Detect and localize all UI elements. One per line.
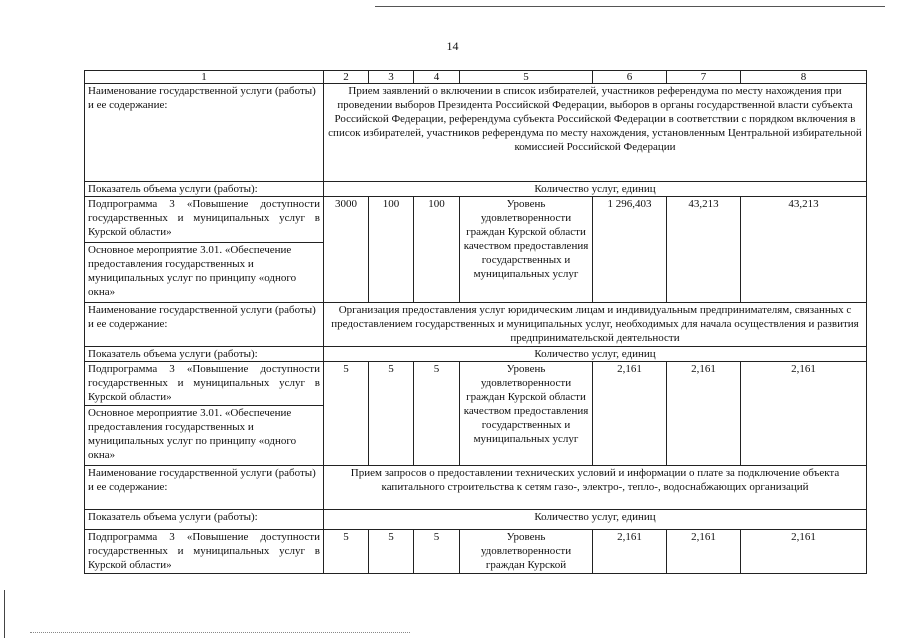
col-number: 1 (85, 71, 324, 84)
subprogram-row (85, 530, 867, 574)
indicator-row (85, 182, 867, 197)
top-rule (375, 6, 885, 7)
amount-cell: 43,213 (667, 197, 741, 303)
value-cell: 5 (369, 362, 414, 466)
indicator-label: Показатель объема услуги (работы): (85, 347, 324, 362)
indicator-value: Количество услуг, единиц (324, 510, 867, 530)
service-name-row (85, 466, 867, 510)
subprogram-name: Подпрограмма 3 «Повышение доступности государственных и муниципальных услуг в Курской области» (85, 362, 324, 406)
value-cell: 5 (324, 362, 369, 466)
col-number: 7 (667, 71, 741, 84)
indicator-row (85, 347, 867, 362)
value-cell: 5 (369, 530, 414, 574)
indicator-value: Количество услуг, единиц (324, 182, 867, 197)
program-table (84, 70, 867, 574)
col-number: 5 (460, 71, 593, 84)
service-description: Прием запросов о предоставлении технических условий и информации о плате за подключение объекта капитального строительства к сетям газо-, электро-, тепло-, водоснабжающих организаций (324, 466, 867, 510)
value-cell: 5 (324, 530, 369, 574)
indicator-value: Количество услуг, единиц (324, 347, 867, 362)
service-description: Организация предоставления услуг юридическим лицам и индивидуальным предпринимателям, связанных с предоставлением государственных и муниципальных услуг, необходимых для начала осуществления и развития предпринимательской деятельности (324, 303, 867, 347)
subprogram-row (85, 362, 867, 406)
amount-cell: 2,161 (741, 530, 867, 574)
scan-edge-left (4, 590, 5, 638)
service-name-label: Наименование государственной услуги (работы) и ее содержание: (85, 84, 324, 182)
column-number-row (85, 71, 867, 84)
service-name-label: Наименование государственной услуги (работы) и ее содержание: (85, 466, 324, 510)
level-cell: Уровень удовлетворенности граждан Курской (460, 530, 593, 574)
service-name-row (85, 84, 867, 182)
level-cell: Уровень удовлетворенности граждан Курской области качеством предоставления государственных и муниципальных услуг (460, 197, 593, 303)
value-cell: 5 (414, 362, 460, 466)
level-cell: Уровень удовлетворенности граждан Курской области качеством предоставления государственных и муниципальных услуг (460, 362, 593, 466)
service-name-label: Наименование государственной услуги (работы) и ее содержание: (85, 303, 324, 347)
value-cell: 3000 (324, 197, 369, 303)
amount-cell: 43,213 (741, 197, 867, 303)
amount-cell: 2,161 (667, 362, 741, 466)
col-number: 8 (741, 71, 867, 84)
amount-cell: 2,161 (593, 530, 667, 574)
subprogram-name: Подпрограмма 3 «Повышение доступности государственных и муниципальных услуг в Курской области» (85, 530, 324, 574)
value-cell: 100 (414, 197, 460, 303)
measure-name: Основное мероприятие 3.01. «Обеспечение предоставления государственных и муниципальных услуг по принципу «одного окна» (85, 243, 324, 303)
value-cell: 5 (414, 530, 460, 574)
page-number: 14 (446, 39, 459, 53)
amount-cell: 1 296,403 (593, 197, 667, 303)
subprogram-name: Подпрограмма 3 «Повышение доступности государственных и муниципальных услуг в Курской области» (85, 197, 324, 243)
col-number: 3 (369, 71, 414, 84)
value-cell: 100 (369, 197, 414, 303)
subprogram-row (85, 197, 867, 243)
indicator-label: Показатель объема услуги (работы): (85, 182, 324, 197)
service-description: Прием заявлений о включении в список избирателей, участников референдума по месту нахождения при проведении выборов Президента Российской Федерации, выборов в органы государственной власти субъекта Российской Федерации, референдума субъекта Российской Федерации в соответствии с порядком включения в список избирателей, участников референдума по месту нахождения, установленным Центральной избирательной комиссией Российской Федерации (324, 84, 867, 182)
service-name-row (85, 303, 867, 347)
amount-cell: 2,161 (741, 362, 867, 466)
col-number: 4 (414, 71, 460, 84)
amount-cell: 2,161 (593, 362, 667, 466)
indicator-label: Показатель объема услуги (работы): (85, 510, 324, 530)
measure-name: Основное мероприятие 3.01. «Обеспечение предоставления государственных и муниципальных услуг по принципу «одного окна» (85, 406, 324, 466)
indicator-row (85, 510, 867, 530)
col-number: 6 (593, 71, 667, 84)
col-number: 2 (324, 71, 369, 84)
amount-cell: 2,161 (667, 530, 741, 574)
scan-edge-bottom (30, 632, 410, 634)
